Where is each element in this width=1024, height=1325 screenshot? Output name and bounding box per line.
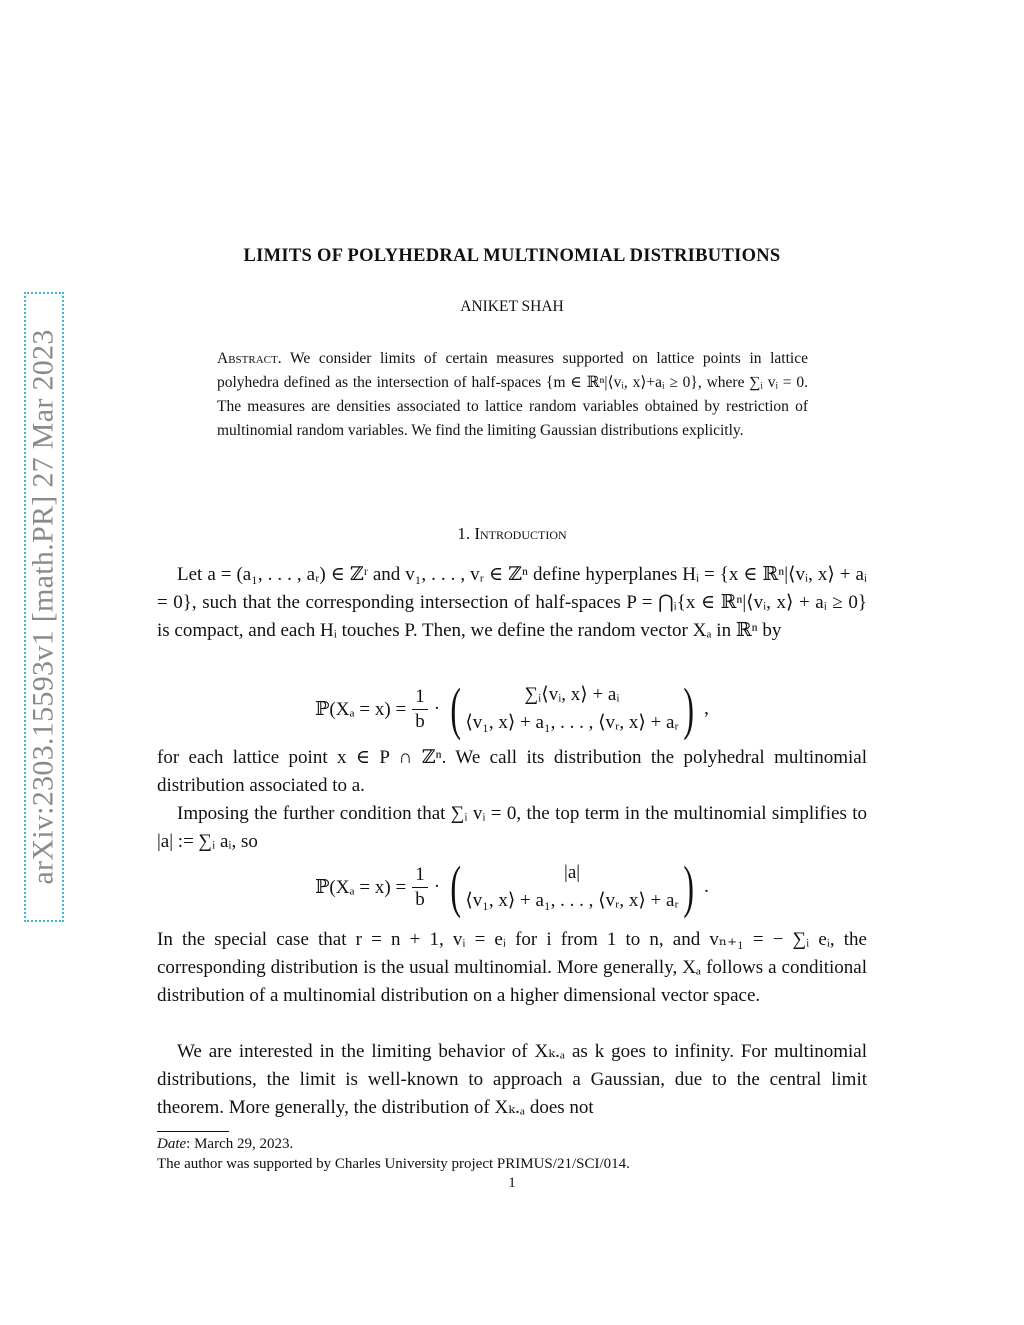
arxiv-stamp-text: arXiv:2303.15593v1 [math.PR] 27 Mar 2023 — [27, 329, 60, 885]
eq1-fraction — [412, 685, 428, 734]
section-title: Introduction — [474, 524, 567, 543]
paper-author: ANIKET SHAH — [460, 298, 564, 315]
eq2-dot: · — [433, 876, 441, 897]
eq1-frac-den: b — [415, 710, 425, 732]
footnote-rule — [157, 1131, 229, 1132]
paragraph-3-text: Imposing the further condition that ∑ᵢ vᵢ = 0, the top term in the multinomial simplifies to |a| := ∑ᵢ aᵢ, so — [157, 803, 867, 852]
eq1-trail: , — [704, 698, 709, 719]
footnote-date-label: Date — [157, 1136, 187, 1152]
eq1-binom-top: ∑ᵢ⟨vᵢ, x⟩ + aᵢ — [524, 684, 620, 705]
eq2-frac-den: b — [415, 888, 425, 910]
paragraph-3 — [157, 800, 867, 856]
footnote-date-value: : March 29, 2023. — [186, 1136, 294, 1152]
page-number: 1 — [508, 1175, 516, 1191]
section-number: 1. — [457, 524, 471, 543]
arxiv-stamp — [24, 292, 64, 922]
eq1-frac-num: 1 — [412, 685, 428, 710]
footnote-support: The author was supported by Charles University project PRIMUS/21/SCI/014. — [157, 1156, 630, 1172]
eq1-binomial: ( ∑ᵢ⟨vᵢ, x⟩ + aᵢ ⟨v₁, x⟩ + a₁, . . . , ⟨vᵣ, x⟩ + aᵣ ) — [450, 676, 694, 741]
abstract — [217, 347, 808, 443]
paragraph-5-text: We are interested in the limiting behavior of Xₖ.ₐ as k goes to infinity. For multinomial distributions, the limit is well-known to approach a Gaussian, due to the central limit theorem. More generally, the distribution of Xₖ.ₐ does not — [157, 1041, 867, 1118]
equation-1 — [157, 676, 867, 741]
eq2-binomial: ( |a| ⟨v₁, x⟩ + a₁, . . . , ⟨vᵣ, x⟩ + aᵣ ) — [450, 854, 694, 919]
paper-title: LIMITS OF POLYHEDRAL MULTINOMIAL DISTRIBUTIONS — [243, 246, 781, 266]
eq2-frac-num: 1 — [412, 863, 428, 888]
eq2-binom-top: |a| — [564, 862, 581, 883]
paragraph-2 — [157, 744, 867, 800]
eq2-lhs: ℙ(Xₐ = x) = — [315, 876, 407, 898]
section-heading — [0, 524, 1024, 544]
paragraph-4-text: In the special case that r = n + 1, vᵢ = eᵢ for i from 1 to n, and vₙ₊₁ = − ∑ᵢ eᵢ, the corresponding distribution is the usual multinomial. More generally, Xₐ follows a conditional distribution of a multinomial distribution on a higher dimensional vector space. — [157, 929, 867, 1006]
paragraph-1-text: Let a = (a₁, . . . , aᵣ) ∈ ℤʳ and v₁, . . . , vᵣ ∈ ℤⁿ define hyperplanes Hᵢ = {x ∈ ℝⁿ|⟨vᵢ, x⟩ + aᵢ = 0}, such that the corresponding intersection of half-spaces P = ⋂ᵢ{x ∈ ℝⁿ|⟨vᵢ, x⟩ + aᵢ ≥ 0} is compact, and each Hᵢ touches P. Then, we define the random vector Xₐ in ℝⁿ by — [157, 564, 867, 641]
eq2-trail: . — [704, 876, 709, 897]
eq2-fraction — [412, 863, 428, 912]
eq1-dot: · — [433, 698, 441, 719]
equation-2 — [157, 854, 867, 919]
paragraph-4 — [157, 926, 867, 1010]
eq1-binom-bottom: ⟨v₁, x⟩ + a₁, . . . , ⟨vᵣ, x⟩ + aᵣ — [465, 712, 679, 733]
paragraph-2-text: for each lattice point x ∈ P ∩ ℤⁿ. We call its distribution the polyhedral multinomial distribution associated to a. — [157, 747, 867, 796]
eq1-lhs: ℙ(Xₐ = x) = — [315, 698, 407, 720]
paragraph-5 — [157, 1038, 867, 1122]
footnote-date — [157, 1136, 293, 1153]
paragraph-1 — [157, 561, 867, 645]
abstract-label: Abstract. — [217, 350, 282, 367]
eq2-binom-bottom: ⟨v₁, x⟩ + a₁, . . . , ⟨vᵣ, x⟩ + aᵣ — [465, 890, 679, 911]
abstract-text: We consider limits of certain measures supported on lattice points in lattice polyhedra defined as the intersection of half-spaces {m ∈ ℝⁿ|⟨vᵢ, x⟩+aᵢ ≥ 0}, where ∑ᵢ vᵢ = 0. The measures are densities associated to lattice random variables obtained by restriction of multinomial random variables. We find the limiting Gaussian distributions explicitly. — [217, 350, 808, 439]
